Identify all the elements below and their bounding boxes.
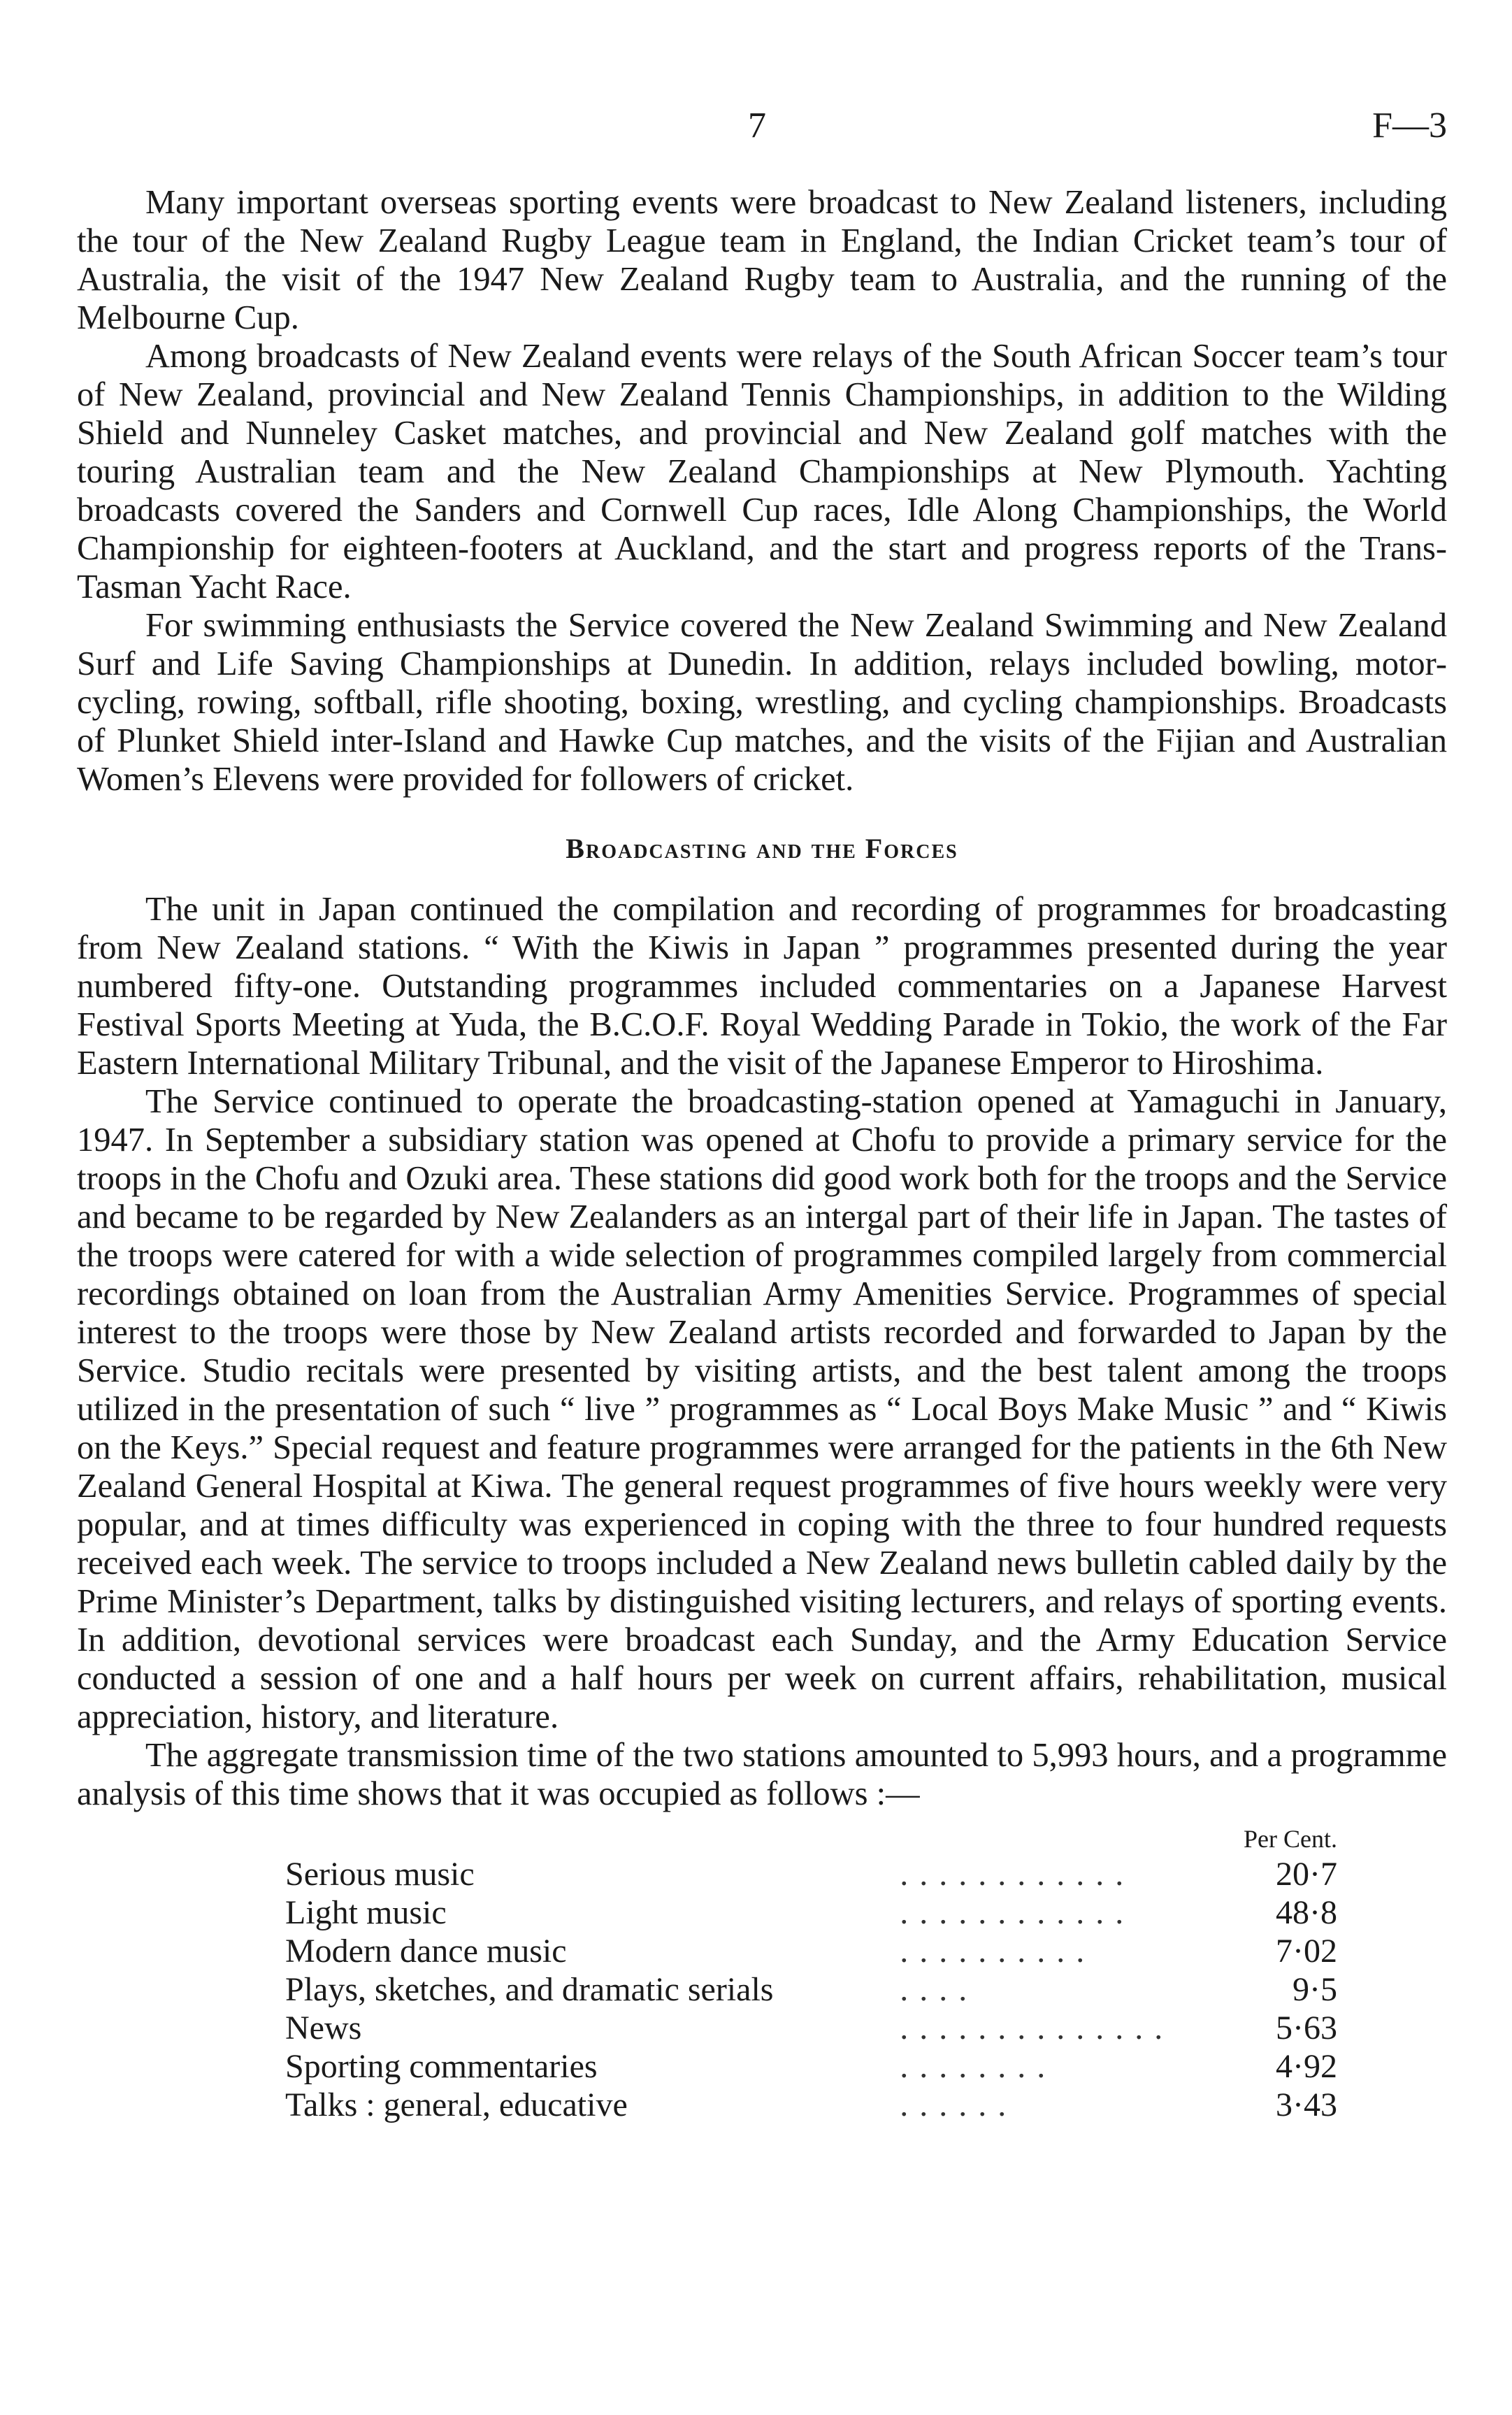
row-label: Plays, sketches, and dramatic serials (285, 1971, 774, 2008)
paragraph-yamaguchi-station: The Service continued to operate the broadcasting-station opened at Yamaguchi in January, 1947. In September a subsidiary station was opened at Chofu to provide a primary service for the troops in the Chofu and Ozuki area. These stations did good work both for the troops and the Service and became to be regarded by New Zealanders as an intergal part of their life in Japan. The tastes of the troops were catered for with a wide selection of programmes compiled largely from commercial recordings obtained on loan from the Australian Army Amenities Service. Programmes of special interest to the troops were those by New Zealand artists recorded and forwarded to Japan by the Service. Studio recitals were presented by visiting artists, and the best talent among the troops utilized in the presentation of such “ live ” programmes as “ Local Boys Make Music ” and “ Kiwis on the Keys.” Special request and feature programmes were arranged for the patients in the 6th New Zealand General Hospital at Kiwa. The general request programmes of five hours weekly were very popular, and at times difficulty was experienced in coping with the three to four hundred requests received each week. The service to troops included a New Zealand news bulletin cabled daily by the Prime Minister’s Department, talks by distinguished visiting lecturers, and relays of sporting events. In addition, devotional services were broadcast each Sunday, and the Army Education Service conducted a session of one and a half hours per week on current affairs, rehabilitation, musical appreciation, history, and literature. (77, 1083, 1447, 1735)
page-header (77, 105, 1447, 161)
row-leader-dots: . . . . (900, 1971, 969, 2008)
row-label: Talks : general, educative (285, 2086, 628, 2123)
row-value: 20·7 (1276, 1856, 1337, 1893)
row-leader-dots: . . . . . . (900, 2086, 1008, 2123)
row-value: 4·92 (1276, 2048, 1337, 2085)
row-value: 9·5 (1293, 1971, 1337, 2008)
row-leader-dots: . . . . . . . . . . . . (900, 1856, 1125, 1893)
row-label: News (285, 2009, 362, 2047)
row-value: 3·43 (1276, 2086, 1337, 2123)
row-leader-dots: . . . . . . . . . . (900, 1933, 1086, 1970)
table-row (285, 1855, 1337, 1893)
paragraph-transmission-time: The aggregate transmission time of the two stations amounted to 5,993 hours, and a programme analysis of this time shows that it was occupied as follows :— (77, 1737, 1447, 1812)
paragraph-overseas-events: Many important overseas sporting events were broadcast to New Zealand listeners, including the tour of the New Zealand Rugby League team in England, the Indian Cricket team’s tour of Australia, the visit of the 1947 New Zealand Rugby team to Australia, and the running of the Melbourne Cup. (77, 184, 1447, 336)
table-row (285, 1893, 1337, 1932)
row-label: Light music (285, 1894, 447, 1931)
table-row (285, 1970, 1337, 2009)
table-row (285, 2047, 1337, 2086)
document-reference: F—3 (1372, 106, 1447, 145)
programme-analysis-table (285, 1819, 1337, 2124)
row-leader-dots: . . . . . . . . . . . . . . (900, 2009, 1165, 2047)
row-value: 5·63 (1276, 2009, 1337, 2047)
row-label: Modern dance music (285, 1933, 567, 1970)
paragraph-swimming-cricket: For swimming enthusiasts the Service covered the New Zealand Swimming and New Zealand Surf and Life Saving Championships at Dunedin. In addition, relays included bowling, motor-cycling, rowing, softball, rifle shooting, boxing, wrestling, and cycling championships. Broadcasts of Plunket Shield inter-Island and Hawke Cup matches, and the visits of the Fijian and Australian Women’s Elevens were provided for followers of cricket. (77, 607, 1447, 798)
paragraph-unit-in-japan: The unit in Japan continued the compilation and recording of programmes for broadcasting from New Zealand stations. “ With the Kiwis in Japan ” programmes presented during the year numbered fifty-one. Outstanding programmes included commentaries on a Japanese Harvest Festival Sports Meeting at Yuda, the B.C.O.F. Royal Wedding Parade in Tokio, the work of the Far Eastern International Military Tribunal, and the visit of the Japanese Emperor to Hiroshima. (77, 891, 1447, 1082)
row-label: Sporting commentaries (285, 2048, 598, 2085)
paragraph-new-zealand-events: Among broadcasts of New Zealand events were relays of the South African Soccer team’s tour of New Zealand, provincial and New Zealand Tennis Championships, in addition to the Wilding Shield and Nunneley Casket matches, and provincial and New Zealand golf matches with the touring Australian team and the New Zealand Championships at New Plymouth. Yachting broadcasts covered the Sanders and Cornwell Cup races, Idle Along Championships, the World Championship for eighteen-footers at Auckland, and the start and progress reports of the Trans-Tasman Yacht Race. (77, 338, 1447, 605)
row-leader-dots: . . . . . . . . . . . . (900, 1894, 1125, 1931)
table-row (285, 1932, 1337, 1970)
table-row (285, 2086, 1337, 2124)
row-value: 7·02 (1276, 1933, 1337, 1970)
table-row (285, 2009, 1337, 2047)
row-label: Serious music (285, 1856, 475, 1893)
row-leader-dots: . . . . . . . . (900, 2048, 1047, 2085)
body-text (77, 183, 1447, 2124)
table-header-row (285, 1819, 1337, 1855)
page-number: 7 (748, 106, 766, 145)
row-value: 48·8 (1276, 1894, 1337, 1931)
section-heading: Broadcasting and the Forces (566, 833, 958, 864)
per-cent-header: Per Cent. (1244, 1825, 1337, 1853)
